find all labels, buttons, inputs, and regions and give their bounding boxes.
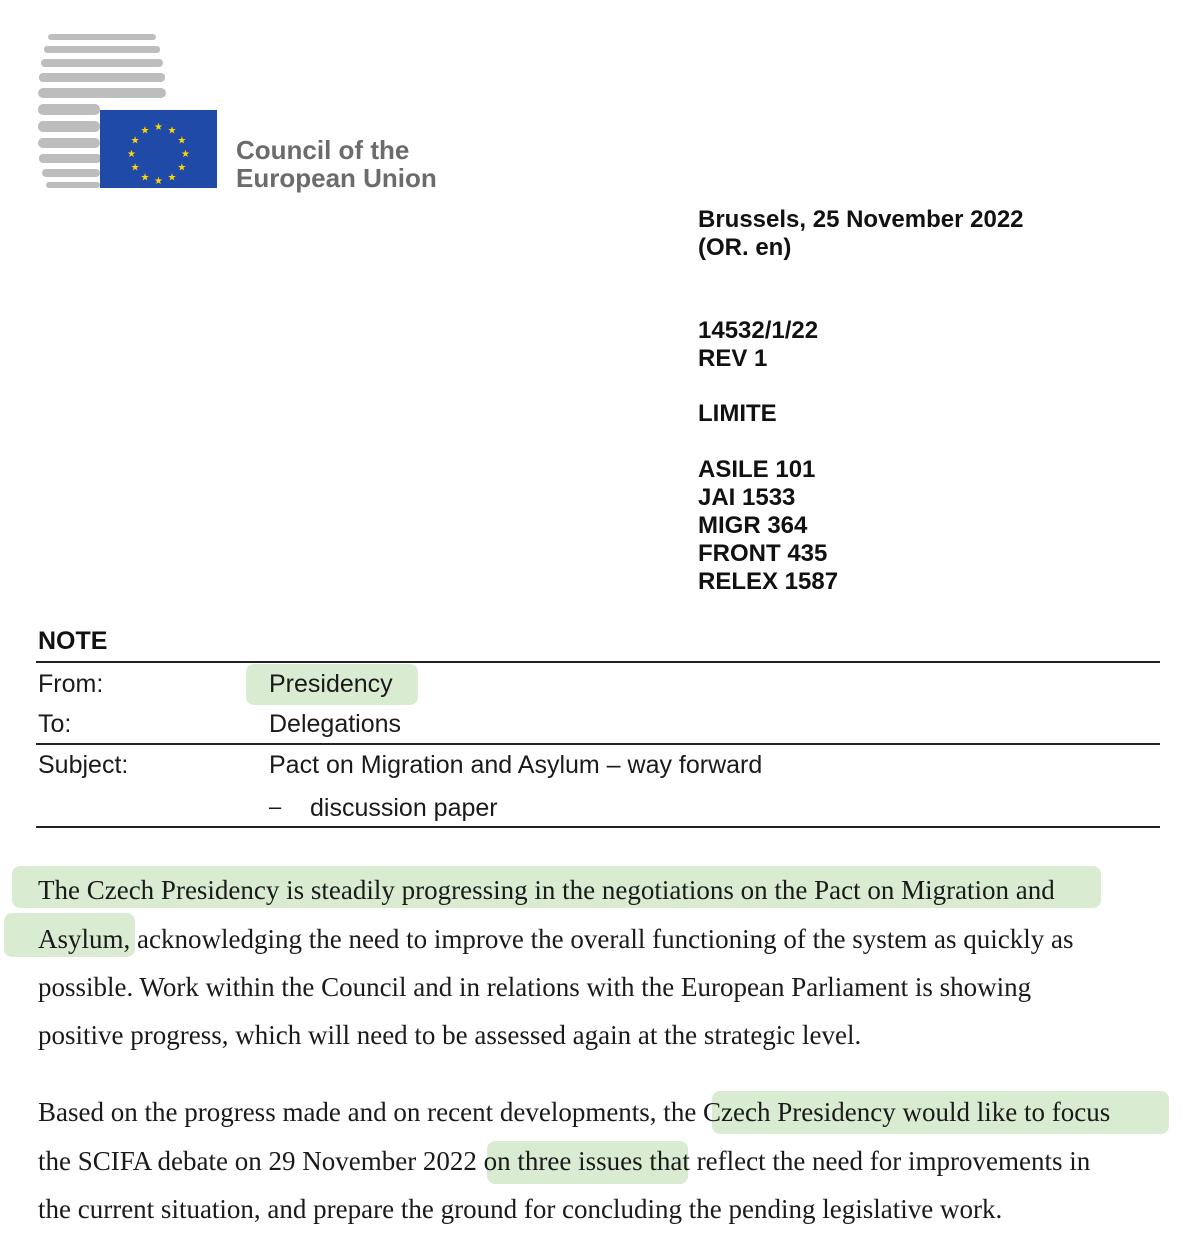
to-label: To: [38,710,72,738]
paragraph1-line: The Czech Presidency is steadily progressing in the negotiations on the Pact on Migration and [38,875,1055,905]
svg-text:★: ★ [140,125,150,137]
document-date: Brussels, 25 November 2022 [698,206,1024,233]
document-number: 14532/1/22 [698,317,819,344]
paragraph2-line: the SCIFA debate on 29 November 2022 on three issues that reflect the need for improvements in [38,1146,1091,1176]
paragraph1-line: Asylum, acknowledging the need to improve the overall functioning of the system as quickly as [38,924,1074,954]
from-label: From: [38,670,104,698]
original-language: (OR. en) [698,234,792,261]
svg-text:★: ★ [154,176,163,187]
subject-line2: discussion paper [310,794,498,822]
classification-label: LIMITE [698,400,777,427]
subject-line1: Pact on Migration and Asylum – way forward [269,751,763,779]
svg-text:★: ★ [181,149,190,160]
organization-name [236,136,437,192]
council-of-eu-logo-icon [36,30,226,195]
svg-text:★: ★ [167,172,177,184]
code-item: FRONT 435 [698,540,828,567]
code-item: MIGR 364 [698,512,808,539]
subject-label: Subject: [38,751,129,779]
code-item: JAI 1533 [698,484,796,511]
svg-text:★: ★ [130,162,140,174]
date-block [698,206,1024,262]
svg-text:★: ★ [127,149,136,160]
paragraph1-line: positive progress, which will need to be assessed again at the strategic level. [38,1020,862,1050]
code-item: RELEX 1587 [698,568,839,595]
divider-bottom [36,826,1160,828]
svg-text:★: ★ [154,122,163,133]
paragraph2-line: Based on the progress made and on recent developments, the Czech Presidency would like to focus [38,1097,1111,1127]
paragraph2-line: the current situation, and prepare the ground for concluding the pending legislative work. [38,1194,1003,1224]
classification-marking [698,400,777,428]
code-item: ASILE 101 [698,456,816,483]
interinstitutional-codes [698,456,838,596]
paragraph1-line: possible. Work within the Council and in relations with the European Parliament is showing [38,972,1032,1002]
divider-top [36,661,1160,663]
document-number-block [698,317,818,373]
svg-text:★: ★ [140,172,150,184]
council-logo [36,30,226,195]
svg-text:★: ★ [130,135,140,147]
svg-text:★: ★ [177,162,187,174]
from-value: Presidency [269,670,393,698]
revision-number: REV 1 [698,345,768,372]
org-name-line1: Council of the [236,135,410,165]
subject-dash: – [269,794,282,819]
svg-text:★: ★ [167,125,177,137]
note-title: NOTE [38,627,108,655]
divider-middle [36,743,1160,745]
to-value: Delegations [269,710,402,738]
svg-text:★: ★ [177,135,187,147]
org-name-line2: European Union [236,163,437,193]
